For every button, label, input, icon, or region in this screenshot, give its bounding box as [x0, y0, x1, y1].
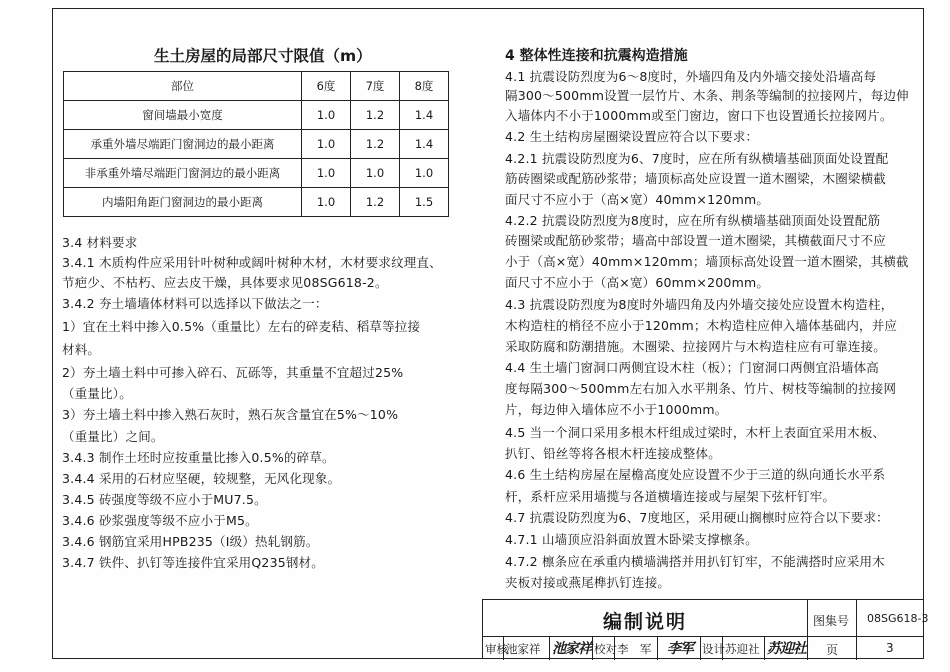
checker-signature: 李军	[667, 641, 693, 657]
left-line: 2）夯土墙土料中可掺入碎石、瓦砾等，其重量不宜超过25%	[62, 365, 404, 380]
right-line: 采取防腐和防潮措施。木圈梁、拉接网片与木构造柱应有可靠连接。	[505, 339, 887, 354]
drawing-title: 编制说明	[603, 611, 688, 633]
right-line: 4.2.2 抗震设防烈度为8度时，应在所有纵横墙基础顶面处设置配筋	[505, 213, 881, 228]
left-line: 1）宜在土料中掺入0.5%（重量比）左右的碎麦秸、稻草等拉接	[62, 319, 421, 334]
right-line: 夹板对接或燕尾榫扒钉连接。	[505, 575, 671, 590]
table-row	[64, 159, 449, 188]
right-line: 小于（高×宽）40mm×120mm；墙顶标高处设置一道木圈梁，其横截	[505, 254, 909, 269]
table-cell: 1.0	[400, 159, 449, 188]
review-label: 审核	[485, 642, 508, 656]
table-row	[64, 130, 449, 159]
table-cell: 窗间墙最小宽度	[64, 101, 302, 130]
table-cell: 1.0	[302, 130, 351, 159]
left-line: 3.4.7 铁件、扒钉等连接件宜采用Q235钢材。	[62, 555, 324, 570]
right-line: 杆，系杆应采用墙揽与各道横墙连接或与屋架下弦杆钉牢。	[505, 489, 836, 504]
left-line: 3.4 材料要求	[62, 235, 138, 250]
atlas-number: 08SG618-3	[867, 612, 929, 625]
left-line: 材料。	[62, 342, 101, 357]
dimension-limits-table	[63, 71, 449, 217]
right-line: 片，每边伸入墙体应不小于1000mm。	[505, 402, 728, 417]
table-cell: 1.2	[351, 188, 400, 217]
table-cell: 1.0	[302, 188, 351, 217]
right-line: 面尺寸不应小于（高×宽）60mm×200mm。	[505, 275, 770, 290]
right-line: 扒钉、铅丝等将各根木杆连接成整体。	[505, 446, 721, 461]
right-line: 隔300～500mm设置一层竹片、木条、荆条等编制的拉接网片，每边伸	[505, 88, 909, 103]
table-cell: 1.0	[302, 101, 351, 130]
left-line: 3.4.3 制作土坯时应按重量比掺入0.5%的碎草。	[62, 450, 335, 465]
page-label: 页	[826, 643, 839, 657]
right-line: 木构造柱的梢径不应小于120mm；木构造柱应伸入墙体基础内，并应	[505, 318, 898, 333]
right-line: 4.7.1 山墙顶应沿斜面放置木卧梁支撑檩条。	[505, 532, 758, 547]
table-cell: 内墙阳角距门窗洞边的最小距离	[64, 188, 302, 217]
right-line: 筋砖圈梁或配筋砂浆带；墙顶标高处应设置一道木圈梁，木圈梁横截	[505, 171, 887, 186]
right-line: 4.2 生土结构房屋圈梁设置应符合以下要求：	[505, 129, 759, 144]
right-line: 入墙体内不小于1000mm或至门窗边，窗口下也设置通长拉接网片。	[505, 108, 893, 123]
title-block-divider	[549, 636, 550, 660]
left-line: 3.4.4 采用的石材应坚硬，较规整，无风化现象。	[62, 471, 341, 486]
table-cell: 1.0	[302, 159, 351, 188]
designer-signature: 苏迎社	[767, 641, 806, 657]
section-heading: 4 整体性连接和抗震构造措施	[505, 48, 688, 64]
left-line: （重量比）之间。	[62, 429, 164, 444]
left-line: （重量比）。	[62, 386, 132, 401]
designer-name: 苏迎社	[725, 642, 760, 656]
table-cell: 1.4	[400, 130, 449, 159]
title-block-divider	[592, 636, 593, 660]
header-cell: 6度	[302, 72, 351, 101]
header-cell: 8度	[400, 72, 449, 101]
design-label: 设计	[702, 642, 725, 656]
check-label: 校对	[594, 642, 617, 656]
table-cell: 1.4	[400, 101, 449, 130]
table-cell: 1.0	[351, 159, 400, 188]
right-line: 4.2.1 抗震设防烈度为6、7度时，应在所有纵横墙基础顶面处设置配	[505, 151, 889, 166]
left-line: 3.4.6 砂浆强度等级不应小于M5。	[62, 513, 258, 528]
title-block-divider	[764, 636, 765, 660]
right-line: 4.1 抗震设防烈度为6～8度时，外墙四角及内外墙交接处沿墙高每	[505, 69, 877, 84]
right-line: 砖圈梁或配筋砂浆带；墙高中部设置一道木圈梁，其横截面尺寸不应	[505, 233, 887, 248]
left-line: 3.4.1 木质构件应采用针叶树种或阔叶树种木材，木材要求纹理直、	[62, 255, 442, 270]
right-line: 4.4 生土墙门窗洞口两侧宜设木柱（板）；门窗洞口两侧宜沿墙体高	[505, 360, 880, 375]
reviewer-name: 池家祥	[506, 642, 541, 656]
right-line: 面尺寸不应小于（高×宽）40mm×120mm。	[505, 192, 770, 207]
checker-name: 李 军	[617, 642, 652, 656]
table-cell: 1.2	[351, 130, 400, 159]
right-line: 4.6 生土结构房屋在屋檐高度处应设置不少于三道的纵向通长水平系	[505, 467, 886, 482]
right-line: 度每隔300～500mm左右加入水平荆条、竹片、树枝等编制的拉接网	[505, 381, 897, 396]
title-block-divider	[700, 636, 701, 660]
title-block	[482, 599, 929, 659]
atlas-label: 图集号	[813, 614, 850, 628]
left-line: 节疤少、不枯朽、应去皮干燥，具体要求见08SG618-2。	[62, 275, 388, 290]
table-cell: 非承重外墙尽端距门窗洞边的最小距离	[64, 159, 302, 188]
header-cell: 部位	[64, 72, 302, 101]
table-title: 生土房屋的局部尺寸限值（m）	[154, 47, 372, 65]
right-line: 4.7 抗震设防烈度为6、7度地区，采用硬山搁檩时应符合以下要求：	[505, 510, 889, 525]
left-line: 3.4.6 钢筋宜采用HPB235（I级）热轧钢筋。	[62, 534, 319, 549]
page-number: 3	[886, 641, 894, 655]
right-line: 4.7.2 檩条应在承重内横墙满搭并用扒钉钉牢，不能满搭时应采用木	[505, 554, 885, 569]
left-line: 3）夯土墙土料中掺入熟石灰时，熟石灰含量宜在5%～10%	[62, 407, 399, 422]
title-block-divider	[657, 636, 658, 660]
table-row	[64, 101, 449, 130]
left-line: 3.4.5 砖强度等级不应小于MU7.5。	[62, 492, 267, 507]
left-line: 3.4.2 夯土墙墙体材料可以选择以下做法之一：	[62, 296, 328, 311]
title-block-divider	[807, 600, 808, 660]
table-cell: 1.2	[351, 101, 400, 130]
reviewer-signature: 池家祥	[552, 641, 591, 657]
table-cell: 1.5	[400, 188, 449, 217]
title-block-divider	[856, 600, 857, 660]
right-line: 4.5 当一个洞口采用多根木杆组成过梁时，木杆上表面宜采用木板、	[505, 425, 886, 440]
table-header-row	[64, 72, 449, 101]
right-line: 4.3 抗震设防烈度为8度时外墙四角及内外墙交接处应设置木构造柱，	[505, 297, 894, 312]
table-row	[64, 188, 449, 217]
header-cell: 7度	[351, 72, 400, 101]
table-cell: 承重外墙尽端距门窗洞边的最小距离	[64, 130, 302, 159]
